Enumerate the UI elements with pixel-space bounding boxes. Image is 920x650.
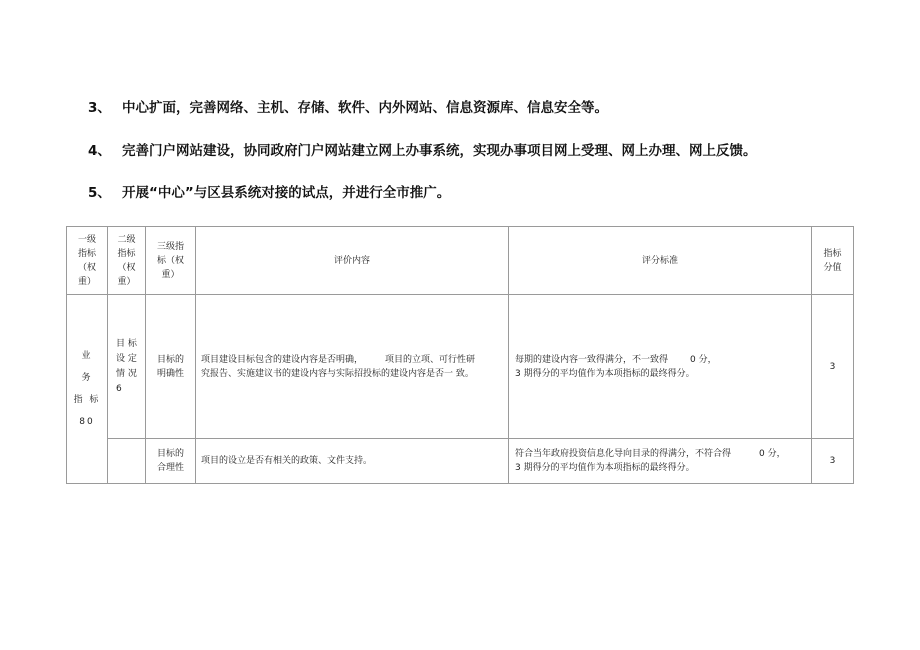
scoring-standard-cell	[509, 439, 812, 484]
standard-text: 每期的建设内容一致得满分，不一致得	[515, 354, 669, 365]
cell-text: 合理性	[156, 463, 184, 473]
header-text: （权	[77, 262, 96, 273]
standard-line: 3 期得分的平均值作为本项指标的最终得分。	[515, 463, 695, 473]
paragraph-number: 4、	[88, 143, 111, 159]
header-level2-indicator	[108, 227, 146, 295]
paragraph-item-5	[88, 184, 450, 202]
paragraph-text: 完善门户网站建设，协同政府门户网站建立网上办事系统，实现办事项目网上受理、网上办理、网上反馈。	[122, 143, 757, 159]
content-text: 项目的立项、可行性研	[385, 354, 476, 365]
table-row	[67, 295, 854, 439]
scoring-standard-cell	[509, 295, 812, 439]
table-row	[67, 439, 854, 484]
content-text: 项目建设目标包含的建设内容是否明确，	[201, 354, 364, 365]
score-value-cell: 3	[812, 295, 854, 439]
standard-text: 0 分，	[690, 354, 717, 365]
content-line	[201, 353, 505, 367]
cell-text: 明确性	[156, 368, 184, 379]
header-text: 标（权	[156, 255, 184, 266]
header-text: 三级指	[156, 241, 184, 252]
header-level1-indicator	[67, 227, 108, 295]
content-line: 究报告、实施建议书的建设内容与实际招投标的建设内容是否一 致。	[201, 368, 474, 379]
header-text: （权	[117, 262, 136, 273]
cell-text: 业	[81, 351, 93, 361]
level2-indicator-cell	[108, 295, 146, 439]
header-text: 指标	[77, 248, 96, 259]
standard-text: 0 分，	[759, 449, 786, 459]
evaluation-table	[66, 226, 854, 484]
standard-line	[515, 353, 808, 367]
level1-indicator-cell	[67, 295, 108, 484]
cell-text: 目标的	[156, 354, 184, 365]
level3-indicator-cell	[146, 295, 196, 439]
level3-indicator-cell	[146, 439, 196, 484]
cell-text: 务	[81, 373, 93, 383]
paragraph-text: 开展“中心”与区县系统对接的试点，并进行全市推广。	[122, 185, 451, 201]
header-text: 指标	[823, 248, 842, 259]
header-text: 一级	[77, 234, 96, 245]
level2-indicator-cell-empty	[108, 439, 146, 484]
header-text: 二级	[117, 234, 136, 245]
cell-text: 设 定	[116, 353, 137, 364]
paragraph-text: 中心扩面，完善网络、主机、存储、软件、内外网站、信息资源库、信息安全等。	[122, 100, 608, 116]
score-value-cell: 3	[812, 439, 854, 484]
header-text: 重）	[161, 269, 180, 280]
header-evaluation-content: 评价内容	[196, 227, 509, 295]
paragraph-item-3	[88, 99, 608, 117]
standard-line	[515, 447, 808, 461]
standard-text: 符合当年政府投资信息化导向目录的得满分，不符合得	[515, 449, 732, 459]
cell-text: 80	[79, 417, 95, 427]
header-text: 重）	[77, 276, 96, 287]
header-score-value	[812, 227, 854, 295]
header-text: 重）	[117, 276, 136, 287]
cell-text: 目 标	[116, 338, 137, 349]
cell-text: 情 况	[116, 368, 137, 379]
cell-text: 6	[116, 383, 122, 394]
cell-text: 指 标	[73, 395, 101, 405]
evaluation-content-cell: 项目的设立是否有相关的政策、文件支持。	[196, 439, 509, 484]
header-scoring-standard: 评分标准	[509, 227, 812, 295]
table-header-row	[67, 227, 854, 295]
cell-text: 目标的	[156, 449, 184, 459]
header-level3-indicator	[146, 227, 196, 295]
header-text: 指标	[117, 248, 136, 259]
standard-line: 3 期得分的平均值作为本项指标的最终得分。	[515, 368, 695, 379]
paragraph-item-4	[88, 142, 757, 160]
paragraph-number: 5、	[88, 185, 111, 201]
evaluation-content-cell	[196, 295, 509, 439]
header-text: 分值	[823, 262, 842, 273]
paragraph-number: 3、	[88, 100, 111, 116]
